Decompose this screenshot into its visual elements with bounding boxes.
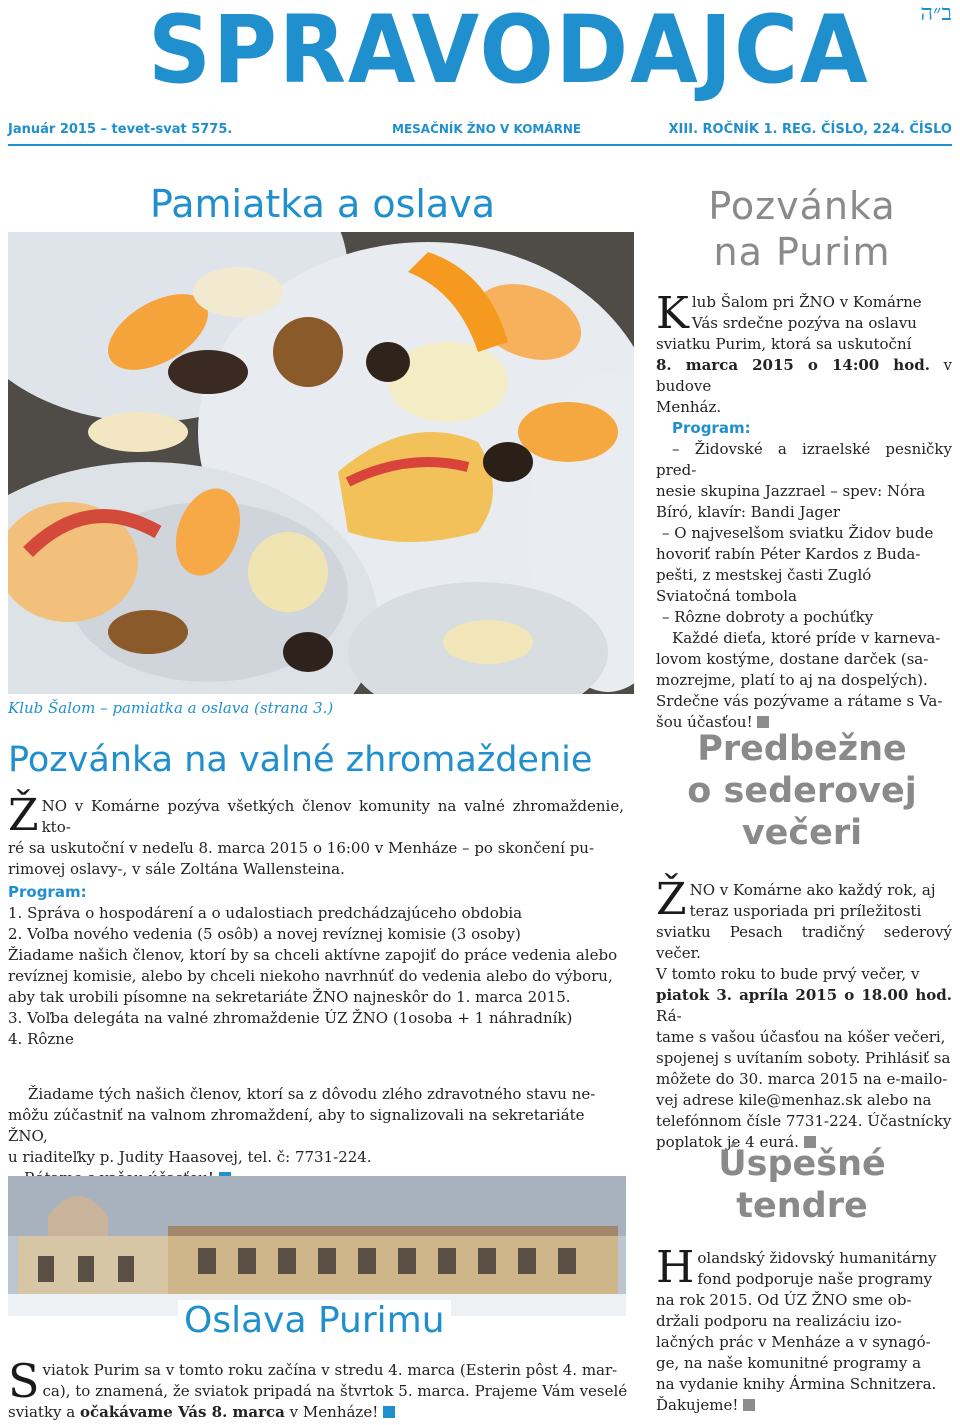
program-line: Každé dieťa, ktoré príde v karneva- xyxy=(672,629,941,647)
purim-celebration-title: Oslava Purimu xyxy=(178,1300,451,1341)
program-line: hovoriť rabín Péter Kardos z Buda- xyxy=(656,545,921,563)
text-line: viatok Purim sa v tomto roku začína v stredu 4. marca (Esterin pôst 4. mar- xyxy=(42,1361,618,1379)
text-line: telefónnom čísle 7731-224. Účastnícky xyxy=(656,1112,952,1130)
program-label: Program: xyxy=(8,883,87,901)
issue-number: XIII. ROČNÍK 1. REG. ČÍSLO, 224. ČÍSLO xyxy=(668,122,952,137)
seder-text xyxy=(656,874,952,1153)
tender-text xyxy=(656,1242,952,1416)
text-line: na rok 2015. Od ÚZ ŽNO sme ob- xyxy=(656,1291,912,1309)
masthead-divider xyxy=(8,144,952,146)
text-line: v budove xyxy=(656,356,952,395)
request-line: môžu zúčastniť na valnom zhromaždení, aby to signalizovali na sekretariáte ŽNO, xyxy=(8,1106,585,1145)
program-line: mozrejme, platí to aj na dospelých). xyxy=(656,671,928,689)
masthead-title: SPRAVODAJCA xyxy=(148,0,870,105)
request-line: Žiadame tých našich členov, ktorí sa z dôvodu zlého zdravotného stavu ne- xyxy=(28,1085,596,1103)
text-line: môžete do 30. marca 2015 na e-mailo- xyxy=(656,1070,948,1088)
program-line: – Židovské a izraelské pesničky pred- xyxy=(656,440,952,479)
purim-celebration-text xyxy=(8,1354,628,1423)
fruit-plates-illustration xyxy=(8,232,634,694)
text-line: rimovej oslavy-, v sále Zoltána Wallensteina. xyxy=(8,860,345,878)
end-mark-icon xyxy=(383,1406,395,1418)
text-line: poplatok je 4 eurá. xyxy=(656,1133,799,1151)
text-line: držali podporu na realizáciu izo- xyxy=(656,1312,902,1330)
text-line: sviatky a xyxy=(8,1403,80,1421)
text-line: tame s vašou účasťou na kóšer večeri, xyxy=(656,1028,946,1046)
text-line: ré sa uskutoční v nedeľu 8. marca 2015 o 16:00 v Menháze – po skončení pu- xyxy=(8,839,595,857)
program-line: Bíró, klavír: Bandi Jager xyxy=(656,503,841,521)
text-line: ge, na naše komunitné programy a xyxy=(656,1354,922,1372)
program-line: šou účasťou! xyxy=(656,713,753,731)
program-line: Srdečne vás pozývame a rátame s Va- xyxy=(656,692,943,710)
text-line: sviatku Purim, ktorá sa uskutoční xyxy=(656,335,912,353)
text-line: NO v Komárne pozýva všetkých členov komunity na valné zhromaždenie, kto- xyxy=(41,797,624,836)
text-line: lub Šalom pri ŽNO v Komárne xyxy=(691,293,922,311)
program-line: 2. Voľba nového vedenia (5 osôb) a novej revíznej komisie (3 osoby) xyxy=(8,925,521,943)
assembly-request xyxy=(8,1084,628,1189)
text-line: Ďakujeme! xyxy=(656,1396,739,1414)
end-mark-icon xyxy=(757,716,769,728)
program-line: aby tak urobili písomne na sekretariáte ŽNO najneskôr do 1. marca 2015. xyxy=(8,988,571,1006)
assembly-intro xyxy=(8,790,624,880)
title-line: na Purim xyxy=(713,229,891,274)
text-line: v Menháze! xyxy=(284,1403,379,1421)
title-line: Úspešné xyxy=(718,1144,886,1184)
purim-invite-text xyxy=(656,288,952,733)
text-line: sviatku Pesach tradičný sederový večer. xyxy=(656,923,952,962)
publisher-name: MESAČNÍK ŽNO V KOMÁRNE xyxy=(392,122,582,136)
text-line: na vydanie knihy Ármina Schnitzera. xyxy=(656,1375,937,1393)
text-line: vej adrese kile@menhaz.sk alebo na xyxy=(656,1091,932,1109)
program-line: 3. Voľba delegáta na valné zhromaždenie ÚZ ŽNO (1osoba + 1 náhradník) xyxy=(8,1009,573,1027)
title-line: o sederovej xyxy=(687,771,917,811)
program-line: pešti, z mestskej časti Zugló xyxy=(656,566,872,584)
text-line: Menház. xyxy=(656,398,722,416)
program-line: lovom kostýme, dostane darček (sa- xyxy=(656,650,929,668)
menhaz-building-photo xyxy=(8,1176,626,1316)
text-line: V tomto roku to bude prvý večer, v xyxy=(656,965,920,983)
program-line: – Rôzne dobroty a pochúťky xyxy=(662,608,874,626)
dropcap: Ž xyxy=(656,874,687,925)
dropcap: Ž xyxy=(8,790,39,841)
text-line: NO v Komárne ako každý rok, aj xyxy=(689,881,936,899)
emphasis: piatok 3. apríla 2015 o 18.00 hod. xyxy=(656,986,952,1004)
program-line: Sviatočná tombola xyxy=(656,587,797,605)
text-line: spojenej s uvítaním soboty. Prihlásiť sa xyxy=(656,1049,951,1067)
text-line: Rá- xyxy=(656,1007,682,1025)
assembly-program xyxy=(8,882,628,1050)
headline-pamiatka: Pamiatka a oslava xyxy=(150,182,495,226)
dropcap: H xyxy=(656,1242,695,1293)
text-line: lačných prác v Menháze a v synagó- xyxy=(656,1333,931,1351)
issue-date: Január 2015 – tevet-svat 5775. xyxy=(8,122,233,137)
title-line: Pozvánka xyxy=(708,184,896,228)
text-line: Vás srdečne pozýva na oslavu xyxy=(691,314,917,332)
text-line: teraz usporiada pri príležitosti xyxy=(689,902,922,920)
program-line: Žiadame našich členov, ktorí by sa chceli aktívne zapojiť do práce vedenia alebo xyxy=(8,946,618,964)
program-line: revíznej komisie, alebo by chceli niekoho navrhnúť do vedenia alebo do výboru, xyxy=(8,967,613,985)
assembly-title: Pozvánka na valné zhromaždenie xyxy=(8,740,593,780)
emphasis: očakávame Vás 8. marca xyxy=(79,1403,285,1421)
masthead-info-bar xyxy=(8,122,952,142)
text-line: fond podporuje naše programy xyxy=(697,1270,933,1288)
end-mark-icon xyxy=(743,1399,755,1411)
title-line: večeri xyxy=(741,813,863,853)
text-line: olandský židovský humanitárny xyxy=(697,1249,937,1267)
purim-invite-title xyxy=(650,184,954,275)
text-line: ca), to znamená, že sviatok pripadá na štvrtok 5. marca. Prajeme Vám veselé xyxy=(42,1382,628,1400)
fruit-plates-photo xyxy=(8,232,634,694)
program-line: – O najveselšom sviatku Židov bude xyxy=(662,524,934,542)
title-line: Predbežne xyxy=(697,729,907,769)
title-line: tendre xyxy=(736,1186,868,1226)
program-line: 4. Rôzne xyxy=(8,1030,74,1048)
seder-title xyxy=(650,728,954,854)
hebrew-mark: ב״ה xyxy=(920,1,952,26)
tender-title xyxy=(650,1143,954,1227)
photo-caption: Klub Šalom – pamiatka a oslava (strana 3.) xyxy=(8,699,334,717)
dropcap: K xyxy=(656,288,689,339)
dropcap: S xyxy=(8,1354,40,1408)
emphasis: 8. marca 2015 o 14:00 hod. xyxy=(656,356,930,374)
request-line: u riaditeľky p. Judity Haasovej, tel. č: 7731-224. xyxy=(8,1148,372,1166)
program-line: 1. Správa o hospodárení a o udalostiach predchádzajúceho obdobia xyxy=(8,904,523,922)
program-line: nesie skupina Jazzrael – spev: Nóra xyxy=(656,482,926,500)
program-label: Program: xyxy=(672,419,751,437)
building-illustration xyxy=(8,1176,626,1316)
